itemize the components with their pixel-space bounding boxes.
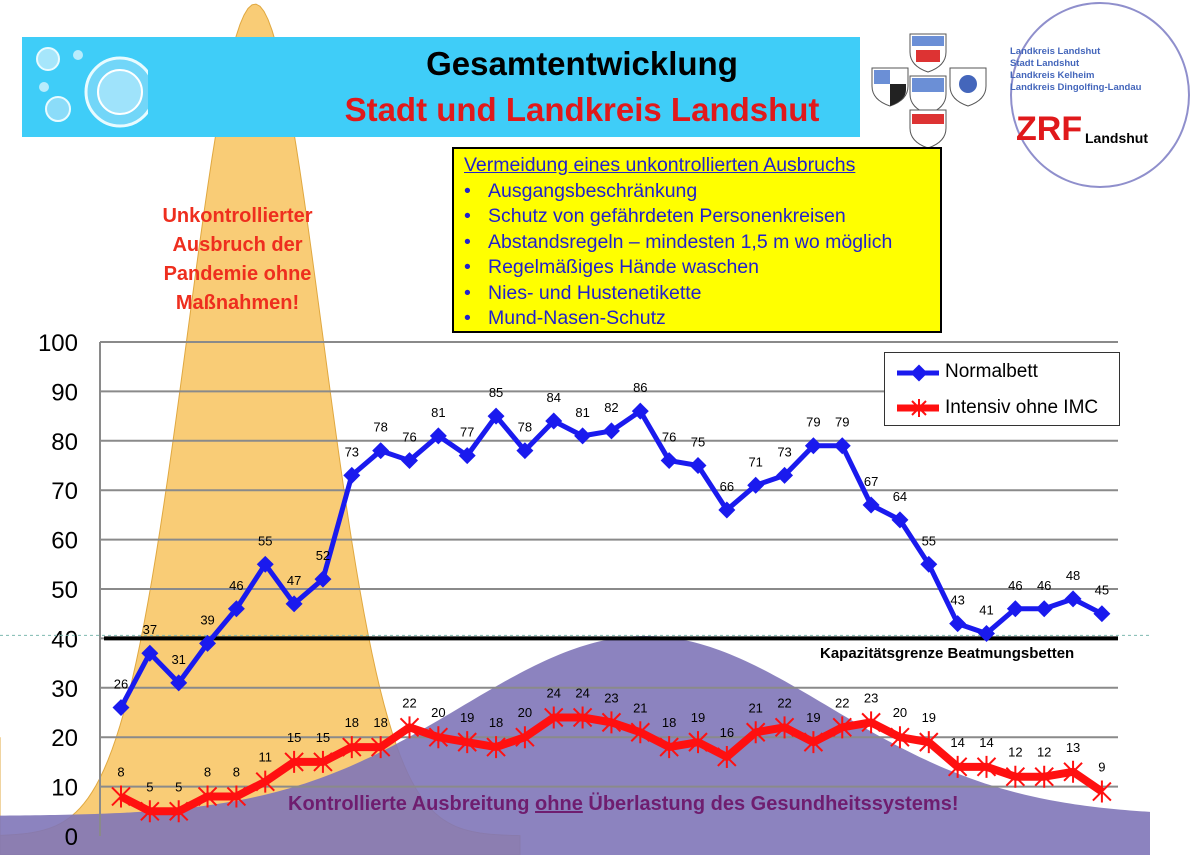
y-tick-label: 60 bbox=[51, 527, 78, 555]
data-label-intensive: 19 bbox=[690, 710, 706, 726]
measures-box bbox=[452, 147, 942, 333]
virus-icon bbox=[28, 37, 148, 137]
data-label-intensive: 5 bbox=[175, 779, 183, 795]
y-tick-label: 0 bbox=[64, 824, 78, 851]
data-label-normal: 31 bbox=[171, 651, 186, 667]
data-label-normal: 77 bbox=[459, 424, 475, 440]
data-label-normal: 46 bbox=[229, 577, 244, 593]
data-label-normal: 43 bbox=[950, 592, 965, 608]
data-label-intensive: 22 bbox=[402, 695, 417, 711]
point-normal bbox=[949, 615, 966, 632]
measure-item: • Mund-Nasen-Schutz bbox=[464, 306, 930, 332]
logo-line: Landkreis Landshut bbox=[1010, 46, 1101, 57]
logo-line: Landkreis Dingolfing-Landau bbox=[1010, 82, 1142, 93]
data-label-normal: 78 bbox=[373, 419, 388, 435]
data-label-intensive: 20 bbox=[892, 705, 908, 721]
data-label-intensive: 11 bbox=[258, 749, 272, 765]
legend-markers bbox=[885, 353, 945, 427]
data-label-normal: 84 bbox=[546, 390, 561, 406]
data-label-intensive: 20 bbox=[517, 705, 533, 721]
data-label-normal: 52 bbox=[315, 548, 331, 564]
y-tick-label: 90 bbox=[51, 379, 78, 407]
data-label-intensive: 16 bbox=[719, 724, 735, 740]
zrf-logo bbox=[1010, 2, 1190, 192]
data-label-normal: 64 bbox=[892, 488, 908, 504]
data-label-intensive: 5 bbox=[146, 779, 154, 795]
data-label-normal: 75 bbox=[690, 434, 706, 450]
y-tick-label: 30 bbox=[51, 675, 78, 703]
data-label-intensive: 19 bbox=[921, 710, 937, 726]
measure-item: • Ausgangsbeschränkung bbox=[464, 179, 930, 205]
data-label-normal: 46 bbox=[1008, 577, 1023, 593]
point-normal bbox=[1036, 600, 1053, 617]
measure-item: • Schutz von gefährdeten Personenkreisen bbox=[464, 204, 930, 230]
data-label-intensive: 20 bbox=[431, 705, 446, 721]
data-label-normal: 81 bbox=[575, 404, 590, 420]
data-label-normal: 66 bbox=[719, 478, 735, 494]
y-tick-label: 70 bbox=[51, 478, 78, 506]
data-label-normal: 85 bbox=[488, 385, 504, 401]
logo-zrf-sub: Landshut bbox=[1085, 130, 1148, 146]
data-label-intensive: 23 bbox=[604, 690, 619, 706]
measure-item: • Abstandsregeln – mindesten 1,5 m wo möglich bbox=[464, 230, 930, 256]
note-line: Unkontrollierter bbox=[162, 205, 313, 227]
data-label-intensive: 21 bbox=[633, 700, 648, 716]
data-label-normal: 79 bbox=[835, 414, 850, 430]
data-label-intensive: 18 bbox=[661, 715, 677, 731]
data-label-intensive: 24 bbox=[575, 685, 590, 701]
data-label-normal: 86 bbox=[633, 380, 648, 396]
note-line: Ausbruch der bbox=[172, 234, 303, 256]
data-label-normal: 73 bbox=[344, 444, 360, 460]
measures-heading: Vermeidung eines unkontrollierten Ausbruchs bbox=[464, 154, 856, 176]
point-normal bbox=[1093, 605, 1110, 622]
data-label-intensive: 12 bbox=[1036, 744, 1052, 760]
data-label-normal: 71 bbox=[748, 454, 763, 470]
data-label-normal: 76 bbox=[661, 429, 677, 445]
data-label-intensive: 14 bbox=[979, 734, 994, 750]
data-label-normal: 55 bbox=[258, 533, 273, 549]
y-tick-label: 20 bbox=[51, 725, 78, 753]
data-label-intensive: 13 bbox=[1065, 739, 1081, 755]
data-label-normal: 79 bbox=[806, 414, 821, 430]
data-label-normal: 26 bbox=[113, 676, 129, 692]
controlled-note: Kontrollierte Ausbreitung ohne Überlastung des Gesundheitssystems! bbox=[288, 793, 959, 815]
data-label-normal: 39 bbox=[200, 612, 215, 628]
data-label-intensive: 18 bbox=[373, 715, 388, 731]
data-label-normal: 47 bbox=[286, 572, 302, 588]
data-label-normal: 73 bbox=[777, 444, 792, 460]
legend-normal: Normalbett bbox=[945, 361, 1038, 382]
data-label-normal: 78 bbox=[517, 419, 533, 435]
data-label-normal: 82 bbox=[604, 399, 619, 415]
data-label-normal: 45 bbox=[1094, 582, 1110, 598]
uncontrolled-note bbox=[140, 202, 335, 318]
y-tick-label: 10 bbox=[51, 774, 78, 802]
data-label-intensive: 18 bbox=[344, 715, 360, 731]
y-tick-label: 40 bbox=[51, 626, 78, 654]
data-label-intensive: 19 bbox=[459, 710, 475, 726]
point-normal bbox=[863, 497, 880, 514]
data-label-normal: 48 bbox=[1065, 567, 1081, 583]
data-label-normal: 37 bbox=[142, 622, 158, 638]
data-label-normal: 76 bbox=[402, 429, 417, 445]
data-label-intensive: 15 bbox=[286, 729, 302, 745]
data-label-intensive: 24 bbox=[546, 685, 561, 701]
data-label-intensive: 22 bbox=[777, 695, 792, 711]
data-label-intensive: 8 bbox=[117, 764, 125, 780]
data-label-normal: 81 bbox=[431, 404, 446, 420]
legend-intensive: Intensiv ohne IMC bbox=[945, 397, 1099, 418]
logo-zrf: ZRF bbox=[1016, 110, 1083, 148]
data-label-intensive: 12 bbox=[1008, 744, 1023, 760]
data-label-intensive: 8 bbox=[203, 764, 212, 780]
chart-legend bbox=[884, 352, 1120, 426]
data-label-intensive: 21 bbox=[748, 700, 763, 716]
y-tick-label: 80 bbox=[51, 428, 78, 456]
data-label-intensive: 18 bbox=[488, 715, 504, 731]
capacity-label: Kapazitätsgrenze Beatmungsbetten bbox=[820, 645, 1075, 662]
data-label-intensive: 8 bbox=[232, 764, 241, 780]
data-label-intensive: 23 bbox=[863, 690, 879, 706]
y-axis-ticks bbox=[38, 330, 78, 851]
note-line: Pandemie ohne bbox=[163, 263, 312, 285]
page-title: Gesamtentwicklung bbox=[426, 45, 738, 82]
page-subtitle: Stadt und Landkreis Landshut bbox=[344, 91, 820, 128]
data-label-normal: 55 bbox=[921, 533, 937, 549]
measure-item: • Nies- und Hustenetikette bbox=[464, 281, 930, 307]
logo-ring bbox=[1010, 2, 1190, 188]
coat-of-arms-icon bbox=[868, 28, 998, 148]
title-banner bbox=[22, 37, 860, 137]
data-label-intensive: 15 bbox=[315, 729, 331, 745]
data-label-normal: 41 bbox=[979, 602, 994, 618]
data-label-normal: 46 bbox=[1036, 577, 1052, 593]
logo-line: Landkreis Kelheim bbox=[1010, 70, 1095, 81]
data-label-intensive: 9 bbox=[1098, 759, 1106, 775]
point-normal bbox=[1065, 590, 1082, 607]
measure-item: • Regelmäßiges Hände waschen bbox=[464, 255, 930, 281]
logo-line: Stadt Landshut bbox=[1010, 58, 1080, 69]
data-label-intensive: 14 bbox=[950, 734, 965, 750]
y-tick-label: 100 bbox=[37, 330, 78, 357]
y-tick-label: 50 bbox=[51, 577, 78, 604]
note-line: Maßnahmen! bbox=[175, 292, 300, 314]
logo-lines bbox=[1010, 46, 1141, 94]
data-label-normal: 67 bbox=[863, 474, 879, 490]
data-label-intensive: 22 bbox=[835, 695, 850, 711]
data-label-intensive: 19 bbox=[806, 710, 821, 726]
